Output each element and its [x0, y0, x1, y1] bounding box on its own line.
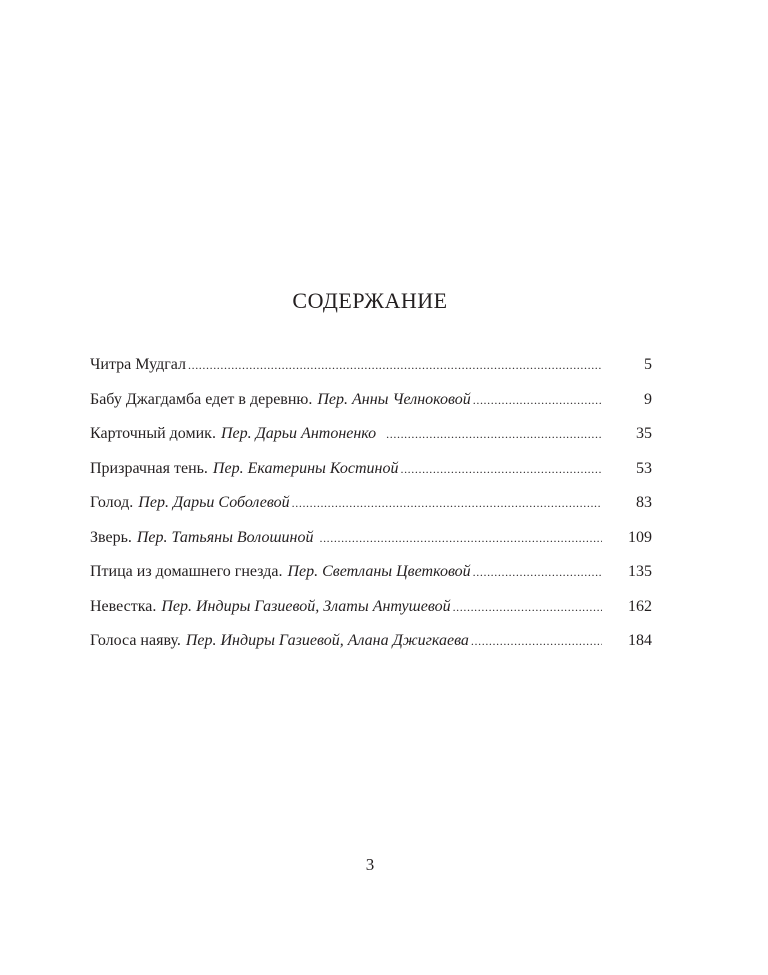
dot-leader: [453, 600, 602, 615]
toc-entry-translator: Пер. Светланы Цветковой: [287, 563, 471, 581]
toc-entry-page: 53: [636, 459, 652, 477]
page-title: СОДЕРЖАНИЕ: [292, 288, 448, 313]
toc-entry: [90, 452, 652, 487]
toc-entry-text: [90, 460, 602, 478]
toc-entry-page: 5: [644, 356, 652, 374]
toc-entry-text: [90, 598, 602, 616]
toc-entry-text: [90, 529, 602, 547]
toc-entry: [90, 590, 652, 625]
toc-entry-title: Голоса наяву.: [90, 632, 181, 650]
toc-entry-title: Птица из домашнего гнезда.: [90, 563, 283, 581]
table-of-contents: [90, 348, 652, 659]
toc-entry-title: Читра Мудгал: [90, 356, 186, 374]
toc-entry: [90, 521, 652, 556]
toc-entry-title: Голод.: [90, 494, 134, 512]
toc-entry-title: Невестка.: [90, 597, 157, 615]
toc-entry: [90, 383, 652, 418]
toc-entry-translator: Пер. Екатерины Костиной: [212, 459, 399, 477]
dot-leader: [292, 496, 602, 511]
toc-entry-translator: Пер. Дарьи Соболевой: [138, 494, 290, 512]
dot-leader: [188, 358, 602, 373]
dot-leader: [471, 634, 602, 649]
toc-entry: [90, 417, 652, 452]
toc-entry-page: 109: [628, 528, 652, 546]
toc-entry-text: [90, 632, 602, 650]
dot-leader: [473, 393, 602, 408]
toc-entry: [90, 624, 652, 659]
toc-entry-page: 135: [628, 563, 652, 581]
toc-entry-text: [90, 425, 602, 443]
toc-entry: [90, 486, 652, 521]
toc-entry: [90, 555, 652, 590]
dot-leader: [400, 462, 602, 477]
toc-entry-translator: Пер. Татьяны Волошиной: [136, 528, 314, 546]
page-number: 3: [365, 855, 375, 874]
toc-entry-translator: Пер. Анны Челноковой: [317, 390, 471, 408]
toc-entry-page: 162: [628, 597, 652, 615]
dot-leader: [319, 531, 602, 546]
toc-entry-page: 83: [636, 494, 652, 512]
dot-leader: [386, 427, 602, 442]
toc-entry-text: [90, 356, 602, 374]
dot-leader: [473, 565, 602, 580]
toc-entry-page: 184: [628, 632, 652, 650]
toc-entry: [90, 348, 652, 383]
toc-entry-text: [90, 563, 602, 581]
toc-entry-translator: Пер. Дарьи Антоненко: [220, 425, 377, 443]
toc-entry-title: Зверь.: [90, 528, 132, 546]
toc-entry-page: 35: [636, 425, 652, 443]
toc-entry-page: 9: [644, 390, 652, 408]
toc-entry-translator: Пер. Индиры Газиевой, Златы Антушевой: [161, 597, 451, 615]
toc-entry-title: Призрачная тень.: [90, 459, 208, 477]
toc-entry-title: Карточный домик.: [90, 425, 216, 443]
toc-entry-translator: Пер. Индиры Газиевой, Алана Джигкаева: [185, 632, 469, 650]
toc-entry-text: [90, 494, 602, 512]
toc-entry-text: [90, 391, 602, 409]
toc-entry-title: Бабу Джагдамба едет в деревню.: [90, 390, 313, 408]
